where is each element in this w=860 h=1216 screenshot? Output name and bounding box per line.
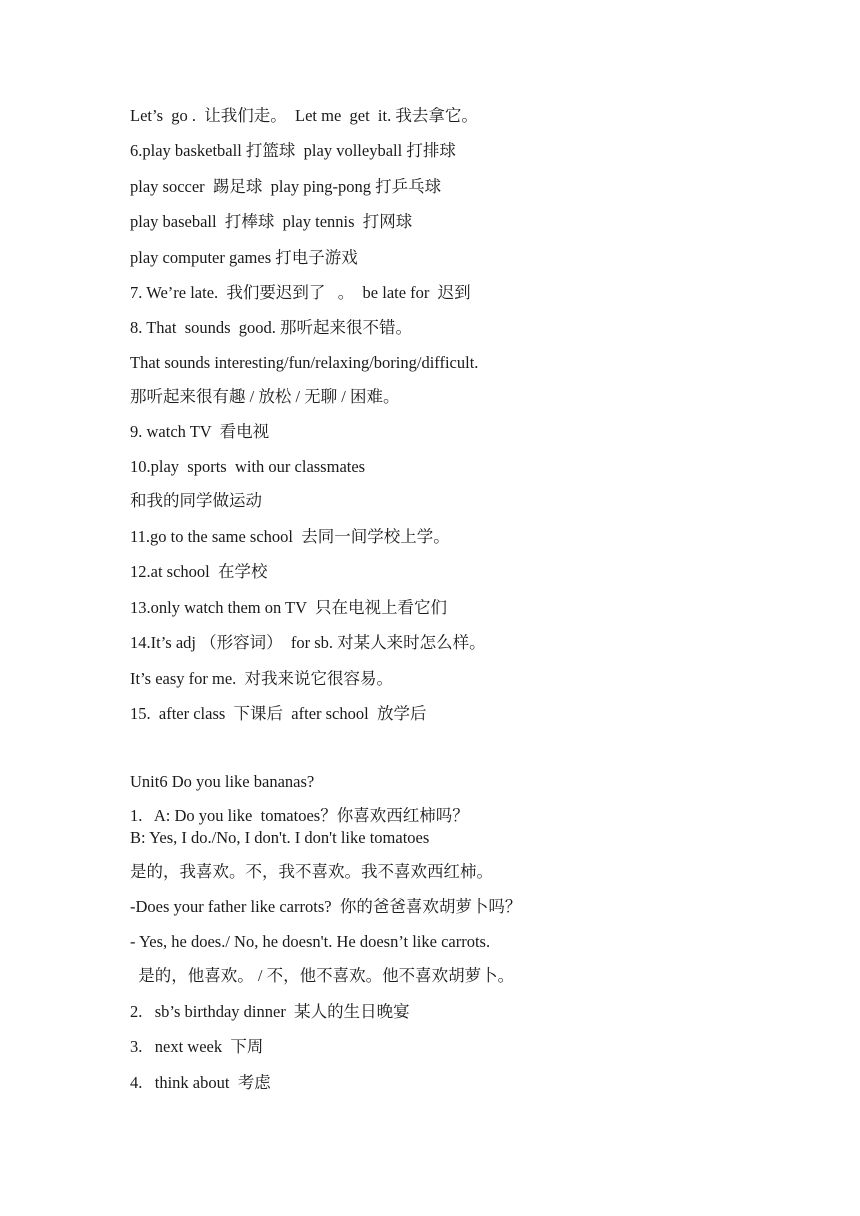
section-heading-unit6: Unit6 Do you like bananas? [130, 772, 315, 791]
text-line-sounds-interesting: That sounds interesting/fun/relaxing/boring/difficult. [130, 353, 479, 372]
text-line-u6-3: 3. next week 下周 [130, 1037, 264, 1056]
text-line-computer-games: play computer games 打电子游戏 [130, 248, 358, 267]
text-line-yes-he-does: - Yes, he does./ No, he doesn't. He doesn’t like carrots. [130, 932, 491, 951]
text-line-9: 9. watch TV 看电视 [130, 422, 270, 441]
text-line-7: 7. We’re late. 我们要迟到了 。 be late for 迟到 [130, 283, 471, 302]
text-line-14: 14.It’s adj （形容词） for sb. 对某人来时怎么样。 [130, 633, 486, 652]
text-line-easy-for-me: It’s easy for me. 对我来说它很容易。 [130, 669, 394, 688]
text-line-lets-go: Let’s go . 让我们走。 Let me get it. 我去拿它。 [130, 106, 478, 125]
text-line-10: 10.play sports with our classmates [130, 457, 366, 476]
text-line-u6-2: 2. sb’s birthday dinner 某人的生日晚宴 [130, 1002, 410, 1021]
text-line-play-soccer: play soccer 踢足球 play ping-pong 打乒乓球 [130, 177, 442, 196]
text-line-u6-1a: 1. A: Do you like tomatoes？你喜欢西红柿吗？ [130, 806, 469, 825]
text-line-11: 11.go to the same school 去同一间学校上学。 [130, 527, 450, 546]
text-line-8: 8. That sounds good. 那听起来很不错。 [130, 318, 413, 337]
text-line-6: 6.play basketball 打篮球 play volleyball 打排球 [130, 141, 456, 160]
text-line-10-cn: 和我的同学做运动 [130, 491, 262, 510]
text-line-play-baseball: play baseball 打棒球 play tennis 打网球 [130, 212, 413, 231]
text-line-u6-4: 4. think about 考虑 [130, 1073, 271, 1092]
text-line-father-carrots: -Does your father like carrots? 你的爸爸喜欢胡萝卜吗？ [130, 897, 522, 916]
text-line-u6-1-cn: 是的，我喜欢。不，我不喜欢。我不喜欢西红柿。 [130, 862, 493, 881]
text-line-13: 13.only watch them on TV 只在电视上看它们 [130, 598, 447, 617]
text-line-yes-he-does-cn: 是的，他喜欢。 / 不，他不喜欢。他不喜欢胡萝卜。 [130, 966, 515, 985]
text-line-u6-1b: B: Yes, I do./No, I don't. I don't like tomatoes [130, 828, 430, 847]
text-line-15: 15. after class 下课后 after school 放学后 [130, 704, 427, 723]
text-line-12: 12.at school 在学校 [130, 562, 268, 581]
text-line-sounds-interesting-cn: 那听起来很有趣 / 放松 / 无聊 / 困难。 [130, 387, 400, 406]
